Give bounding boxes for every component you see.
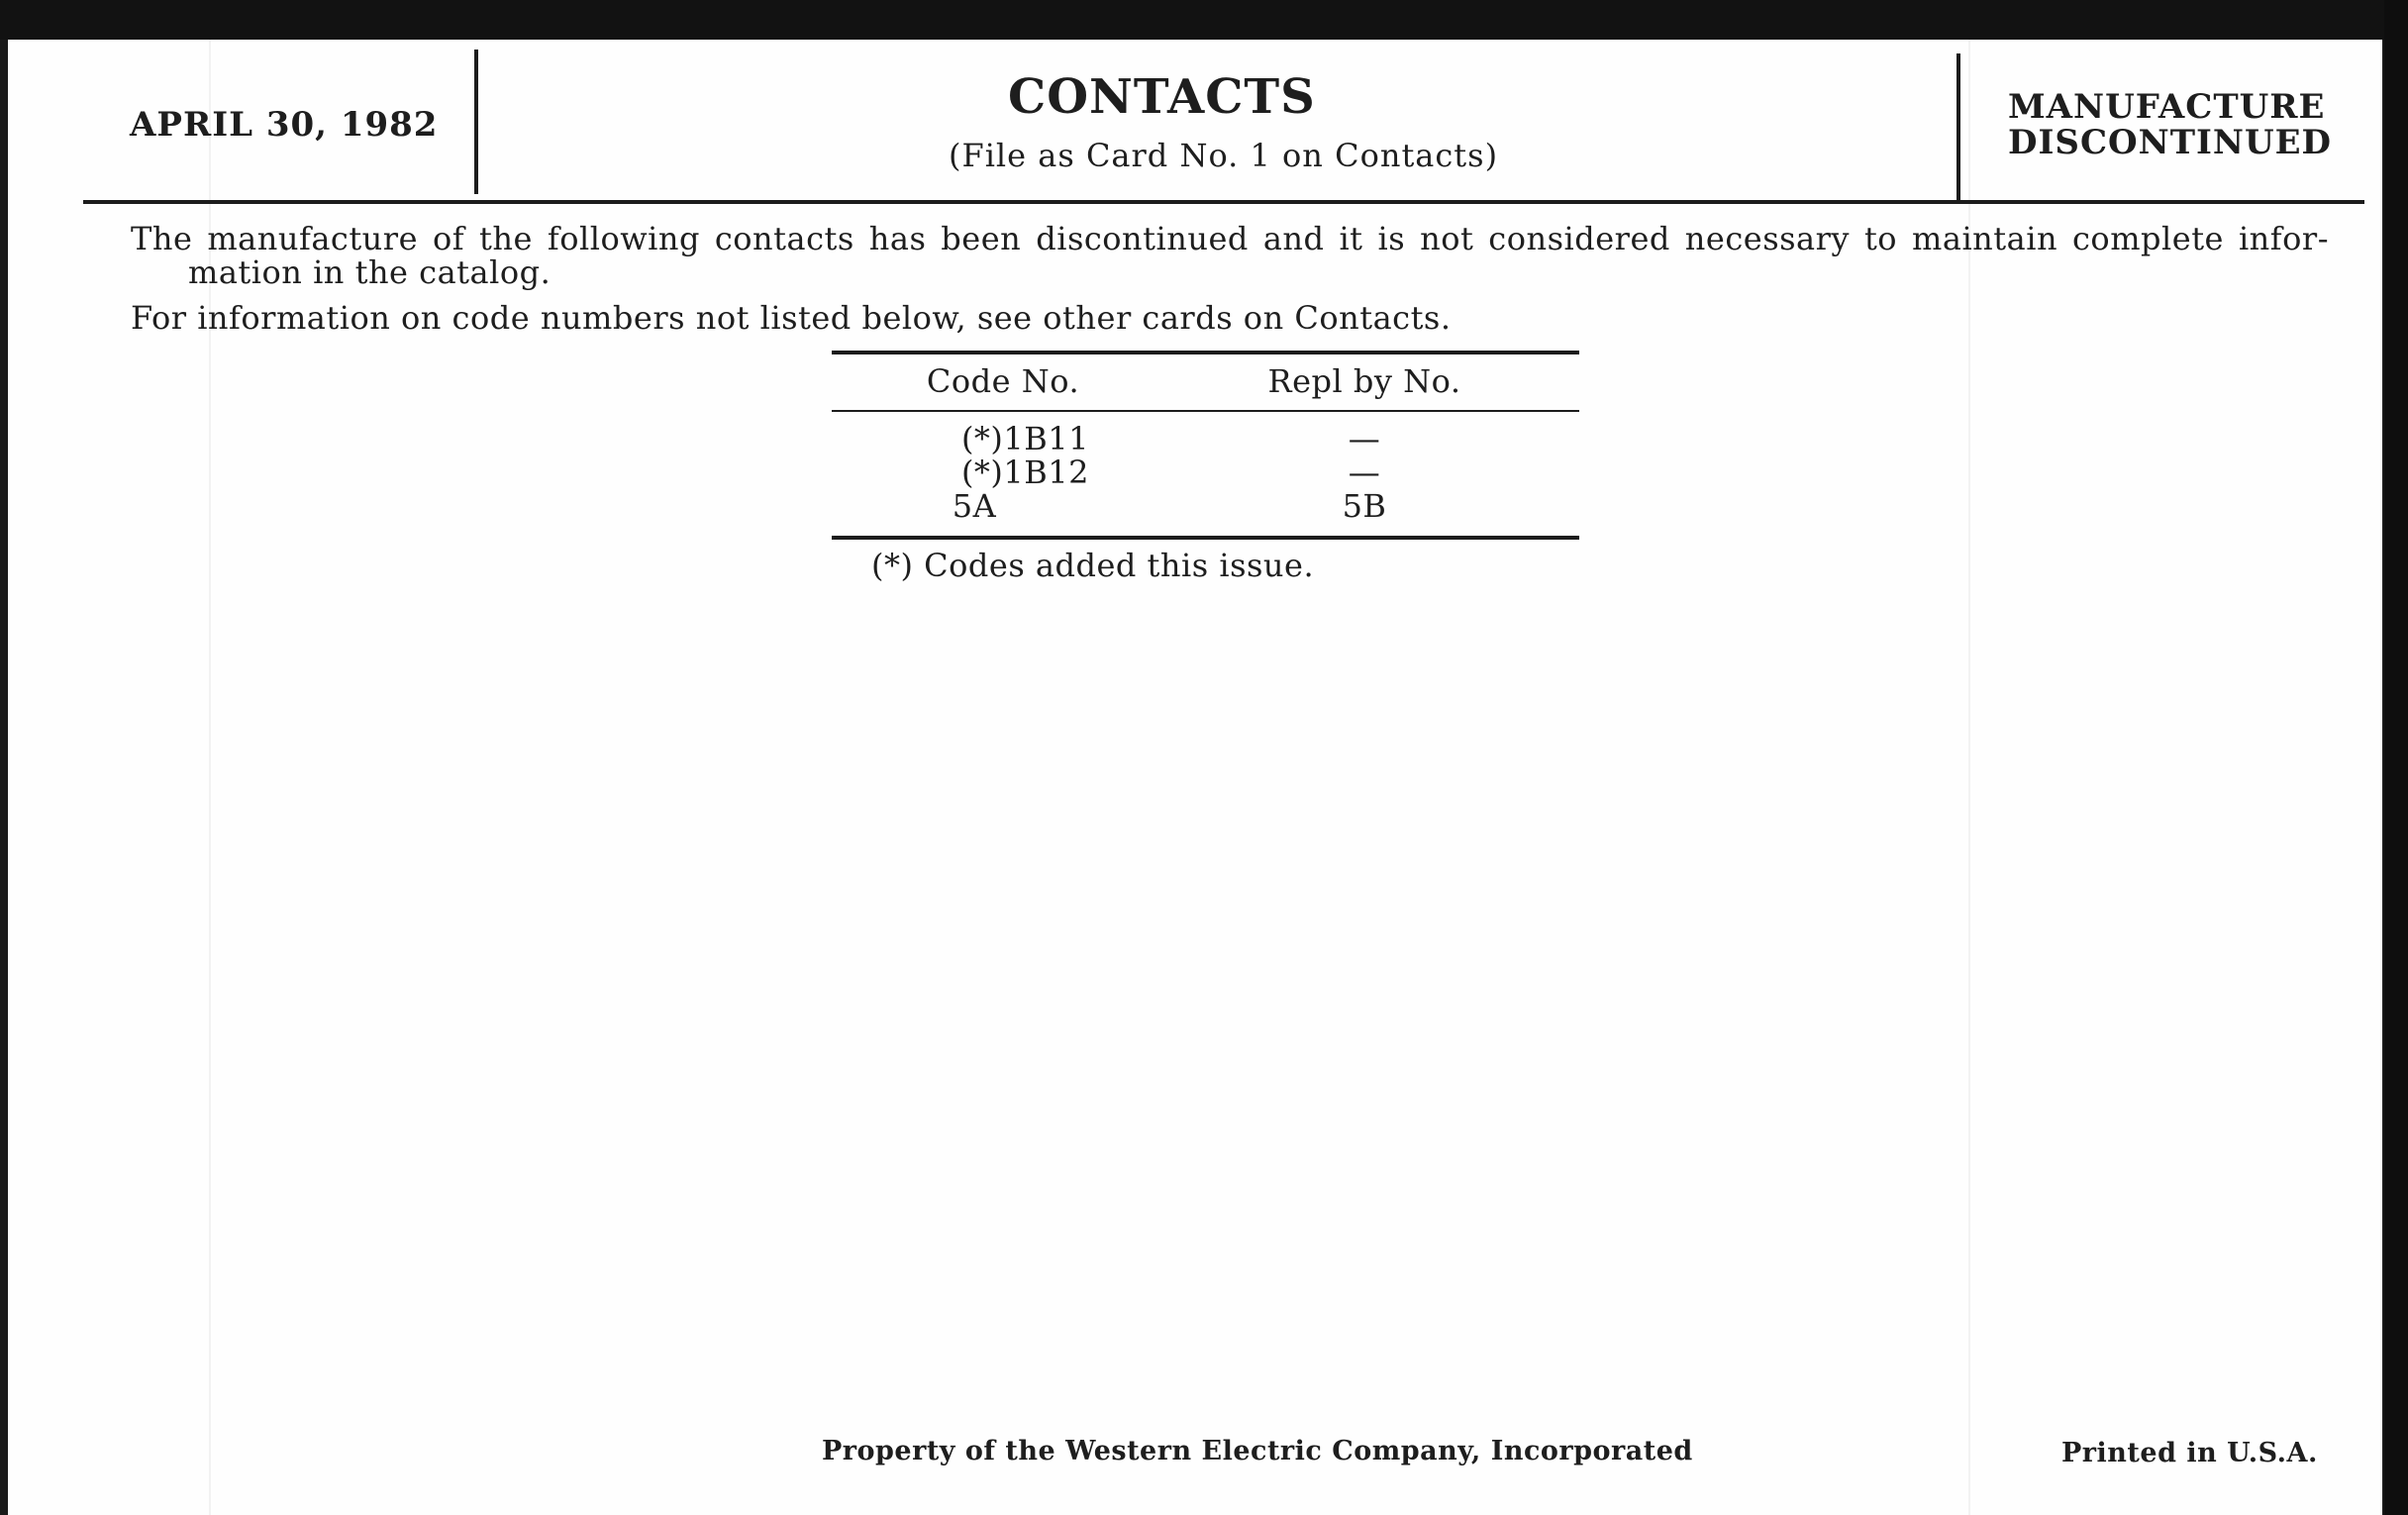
table-cell-code: (*)1B11 xyxy=(960,420,1089,457)
property-notice: Property of the Western Electric Company, Incorporated xyxy=(822,1436,1693,1466)
printed-notice: Printed in U.S.A. xyxy=(2061,1438,2318,1468)
table-header-rule xyxy=(832,410,1579,412)
header-divider xyxy=(474,50,478,194)
intro-line-2: mation in the catalog. xyxy=(188,253,552,291)
issue-date: APRIL 30, 1982 xyxy=(130,105,439,145)
header-divider xyxy=(1956,53,1960,200)
table-cell-replacement: — xyxy=(1348,420,1381,457)
catalog-card xyxy=(8,40,2382,1515)
header-rule xyxy=(83,200,2364,204)
column-header-code: Code No. xyxy=(926,362,1080,400)
page-title: CONTACTS xyxy=(1008,69,1316,125)
table-cell-code: (*)1B12 xyxy=(960,454,1089,491)
info-paragraph: For information on code numbers not listed below, see other cards on Contacts. xyxy=(131,299,1452,337)
table-top-rule xyxy=(832,351,1579,354)
column-header-replacement: Repl by No. xyxy=(1267,362,1461,400)
page-subtitle: (File as Card No. 1 on Contacts) xyxy=(949,137,1499,174)
scan-border-top xyxy=(0,0,2408,40)
table-cell-code: 5A xyxy=(952,487,997,525)
table-cell-replacement: — xyxy=(1348,454,1381,491)
table-cell-replacement: 5B xyxy=(1342,487,1387,525)
status-line-1: MANUFACTURE xyxy=(2008,87,2326,127)
status-line-2: DISCONTINUED xyxy=(2008,123,2333,162)
table-footnote: (*) Codes added this issue. xyxy=(871,547,1315,584)
table-bottom-rule xyxy=(832,536,1579,540)
status-label xyxy=(2008,89,2332,160)
intro-line-1: The manufacture of the following contacts has been discontinued and it is not considered necessary to maintain complete infor- xyxy=(131,220,2329,257)
intro-paragraph xyxy=(131,222,2329,289)
scan-border-right xyxy=(2384,0,2408,1515)
